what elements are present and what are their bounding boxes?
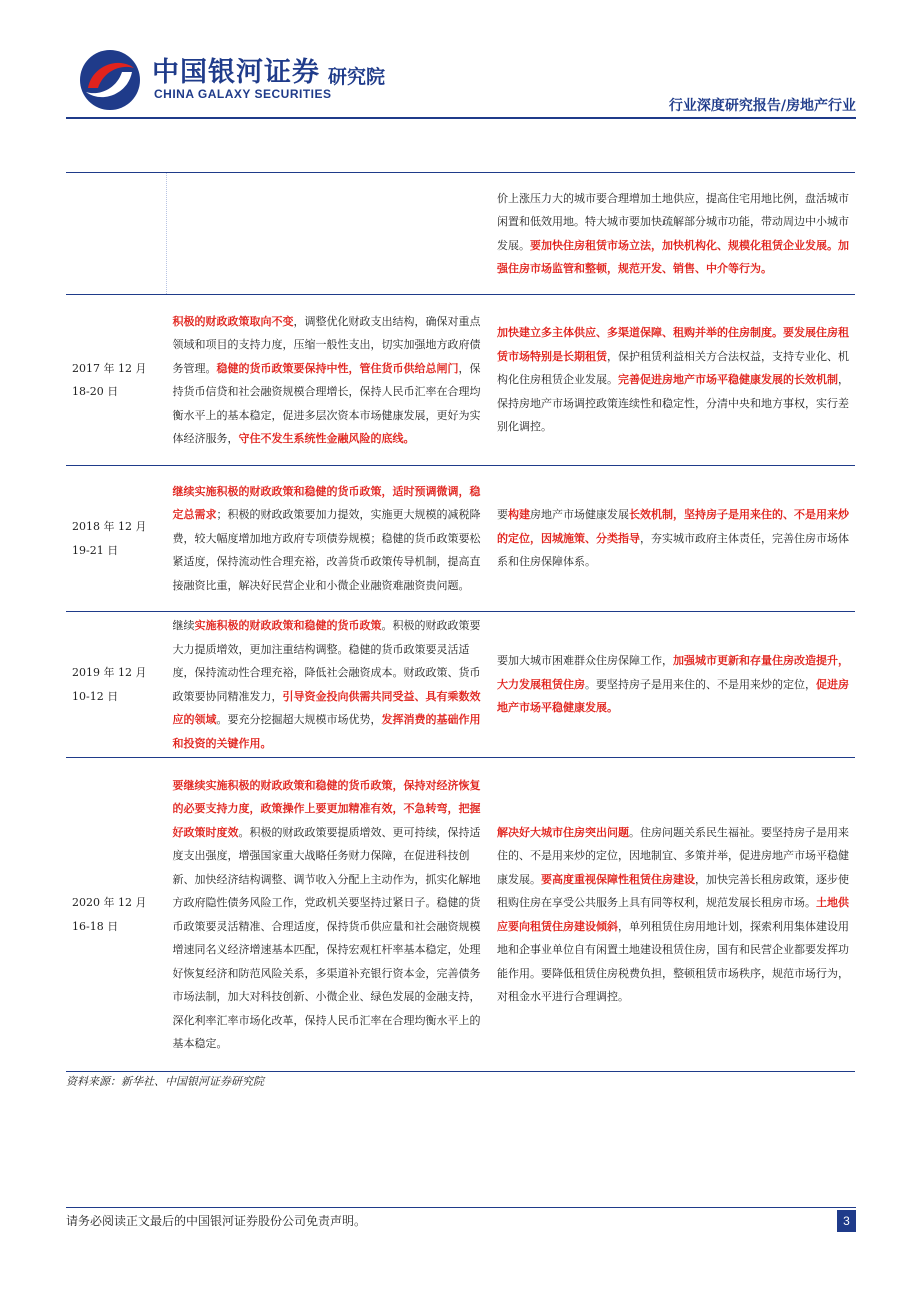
policy-text-segment: 土地供应要向租赁住房建设倾斜 [497,896,849,933]
policy-text-segment: ，保持货币信贷和社会融资规模合理增长，保持人民币汇率在合理均衡水平上的基本稳定，促进多层次资本市场健康发展，更好为实体经济服务， [172,361,481,445]
policy-text-segment: 要加大城市困难群众住房保障工作， [497,654,673,668]
header-divider [66,117,856,119]
policy-text-segment: 长效机制，坚持房子是用来住的、不是用来炒的定位，因城施策、分类指导 [497,508,849,545]
policy-text-segment: 要高度重视保障性租赁住房建设 [541,872,695,886]
policy-text-segment: ，加快完善长租房政策，逐步使租购住房在享受公共服务上具有同等权利，规范发展长租房市场。 [497,872,849,909]
policy-text-segment: 价上涨压力大的城市要合理增加土地供应，提高住宅用地比例，盘活城市闲置和低效用地。特大城市要加快疏解部分城市功能，带动周边中小城市发展。 [497,191,849,252]
table-row [66,295,855,466]
policy-text-segment: 实施积极的财政政策和稳健的货币政策 [194,619,382,632]
policy-text-segment: ，单列租赁住房用地计划，探索利用集体建设用地和企事业单位自有闲置土地建设租赁住房，国有和民营企业都要发挥功能作用。要降低租赁住房税费负担，整顿租赁市场秩序，规范市场行为，对租金水平进行合理调控。 [497,919,849,1003]
housing-policy-cell [491,173,855,295]
policy-text-segment: 解决好大城市住房突出问题 [497,825,629,839]
policy-text-segment: ，夯实城市政府主体责任，完善住房市场体系和住房保障体系。 [497,531,849,569]
policy-text-segment: 。积极的财政政策要提质增效、更可持续，保持适度支出强度，增强国家重大战略任务财力保障，在促进科技创新、加快经济结构调整、调节收入分配上主动作为，抓实化解地方政府隐性债务风险工作，党政机关要坚持过紧日子。稳健的货币政策要灵活精准、合理适度，保持货币供应量和社会融资规模增速同名义经济增速基本匹配，保持宏观杠杆率基本稳定，处理好恢复经济和防范风险关系，多渠道补充银行资本金，完善债务市场法制，加大对科技创新、小微企业、绿色发展的金融支持，深化利率汇率市场化改革，保持人民币汇率在合理均衡水平上的基本稳定。 [172,825,481,1050]
footer-divider [66,1207,856,1208]
fiscal-monetary-policy-cell [167,612,492,758]
policy-text-segment: 加强城市更新和存量住房改造提升，大力发展租赁住房 [497,654,849,691]
table-row [66,612,855,758]
meeting-date-cell: 2017 年 12 月 18-20 日 [66,295,167,466]
policy-text-segment: ，调整优化财政支出结构，确保对重点领域和项目的支持力度，压缩一般性支出，切实加强地方政府债务管理。 [172,314,481,375]
policy-text-segment: 要加快住房租赁市场立法，加快机构化、规模化租赁企业发展。加强住房市场监管和整顿，规范开发、销售、中介等行为。 [497,238,849,275]
housing-policy-cell [491,466,855,612]
housing-policy-cell [491,612,855,758]
fiscal-monetary-policy-cell [167,295,492,466]
source-note: 资料来源：新华社、中国银河证券研究院 [66,1075,264,1088]
policy-text-segment: 促进房地产市场平稳健康发展。 [497,677,849,715]
policy-text-segment: 完善促进房地产市场平稳健康发展的长效机制 [618,373,838,387]
policy-text-segment: 房地产市场健康发展 [530,508,629,522]
meeting-date-cell: 2020 年 12 月 16-18 日 [66,758,167,1072]
policy-text-segment: 守住不发生系统性金融风险的底线。 [238,432,415,445]
research-institute-label: 研究院 [328,66,386,88]
policy-text-segment: 。要充分挖掘超大规模市场优势， [216,713,382,726]
table-row [66,758,855,1072]
policy-text-segment: ，保持房地产市场调控政策连续性和稳定性，分清中央和地方事权，实行差别化调控。 [497,373,849,434]
policy-text-segment: 继续实施积极的财政政策和稳健的货币政策，适时预调微调，稳定总需求 [172,484,481,522]
disclaimer-text: 请务必阅读正文最后的中国银河证券股份公司免责声明。 [66,1214,367,1228]
policy-text-segment: 引导资金投向供需共同受益、具有乘数效应的领域 [172,689,481,726]
page-header [66,40,856,120]
meeting-date-cell: 2019 年 12 月 10-12 日 [66,612,167,758]
brand-name-en: CHINA GALAXY SECURITIES [154,87,332,101]
policy-text-segment: ；积极的财政政策要加力提效，实施更大规模的减税降费，较大幅度增加地方政府专项债券规模；稳健的货币政策要松紧适度，保持流动性合理充裕，改善货币政策传导机制，提高直接融资比重，解决好民营企业和小微企业融资难融资贵问题。 [172,508,481,592]
policy-text-segment: 要继续实施积极的财政政策和稳健的货币政策，保持对经济恢复的必要支持力度，政策操作上要更加精准有效，不急转弯，把握好政策时度效 [172,778,481,839]
meeting-date-cell: 2018 年 12 月 19-21 日 [66,466,167,612]
galaxy-logo-icon [78,48,142,112]
policy-table [66,172,855,1072]
fiscal-monetary-policy-cell [167,466,492,612]
policy-text-segment: 加快建立多主体供应、多渠道保障、租购并举的住房制度。要发展住房租赁市场特别是长期租赁 [497,326,849,363]
policy-text-segment: 积极的财政政策取向不变 [172,314,294,328]
meeting-date-cell [66,173,167,295]
table-row [66,466,855,612]
housing-policy-cell [491,295,855,466]
page-number: 3 [837,1210,856,1232]
table-row [66,173,855,295]
fiscal-monetary-policy-cell [167,758,492,1072]
brand-name-cn: 中国银河证券 [152,57,320,88]
policy-text-segment: 要 [497,508,508,522]
report-category: 行业深度研究报告/房地产行业 [668,98,856,114]
policy-text-segment: 。积极的财政政策要大力提质增效，更加注重结构调整。稳健的货币政策要灵活适度，保持流动性合理充裕，降低社会融资成本。财政政策、货币政策要协同精准发力， [172,619,481,703]
fiscal-monetary-policy-cell [167,173,492,295]
policy-text-segment: ，保护租赁利益相关方合法权益，支持专业化、机构化住房租赁企业发展。 [497,349,849,387]
policy-text-segment: 。住房问题关系民生福祉。要坚持房子是用来住的、不是用来炒的定位，因地制宜、多策并举，促进房地产市场平稳健康发展。 [497,825,849,886]
policy-text-segment: 发挥消费的基础作用和投资的关键作用。 [172,713,481,750]
policy-text-segment: 继续 [172,619,195,632]
policy-text-segment: 。要坚持房子是用来住的、不是用来炒的定位， [585,677,816,691]
housing-policy-cell [491,758,855,1072]
policy-text-segment: 稳健的货币政策要保持中性，管住货币供给总闸门 [216,361,459,375]
policy-text-segment: 构建 [508,508,530,522]
